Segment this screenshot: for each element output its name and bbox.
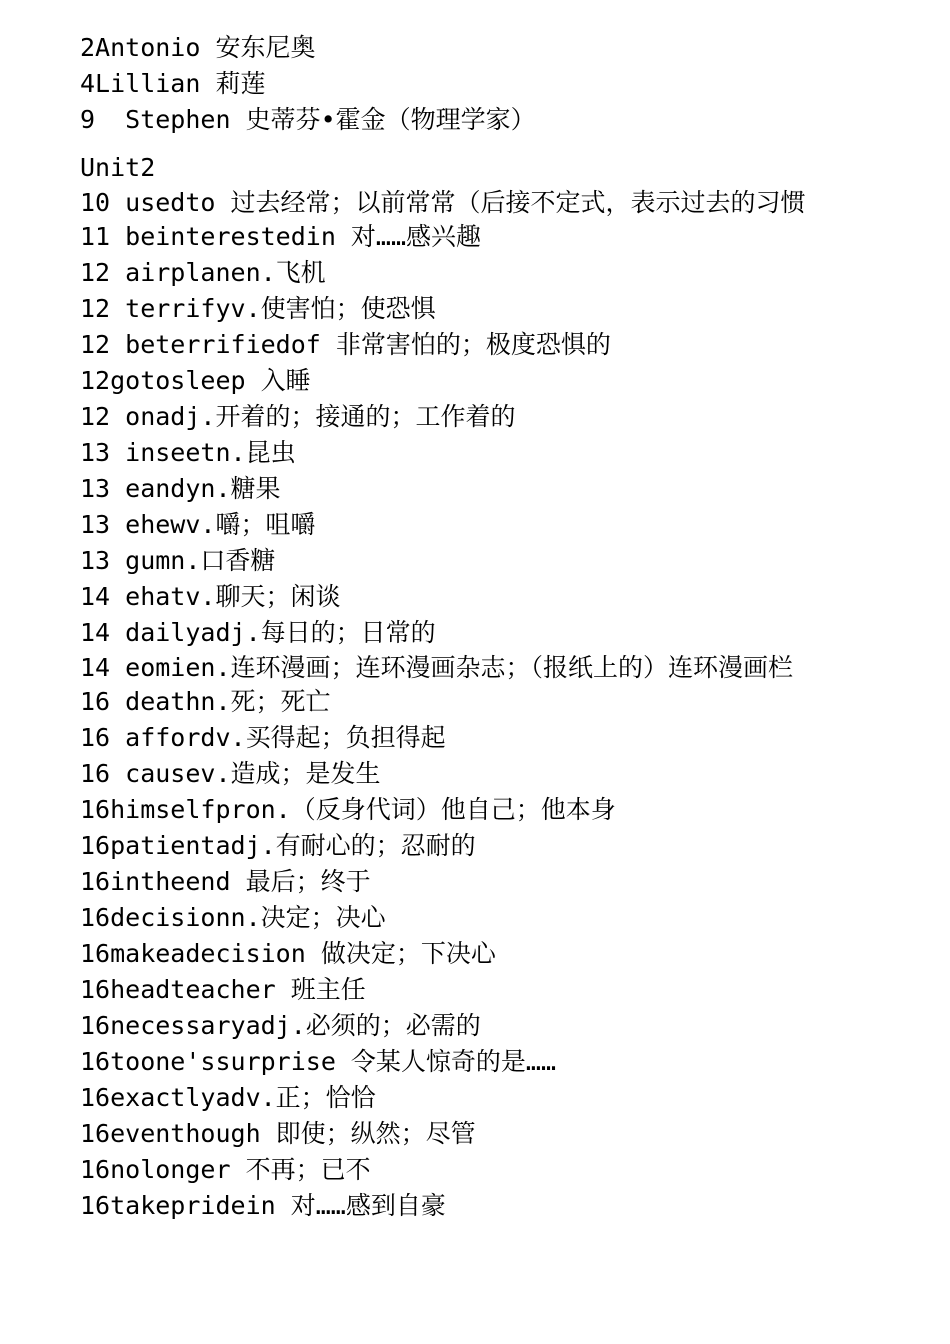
vocab-entry: 13 eandyn.糖果 bbox=[80, 474, 281, 503]
unit-heading: Unit2 bbox=[80, 153, 156, 182]
vocab-entry: 14 ehatv.聊天；闲谈 bbox=[80, 582, 341, 611]
vocabulary-page bbox=[80, 30, 870, 1224]
intro-line: 2Antonio 安东尼奥 bbox=[80, 33, 316, 62]
vocab-entry: 13 inseetn.昆虫 bbox=[80, 438, 296, 467]
vocab-entry: 16makeadecision 做决定；下决心 bbox=[80, 939, 496, 968]
vocab-entry: 16headteacher 班主任 bbox=[80, 975, 366, 1004]
vocab-entry: 16exactlyadv.正；恰恰 bbox=[80, 1083, 376, 1112]
vocab-entry: 11 beinterestedin 对……感兴趣 bbox=[80, 222, 482, 251]
vocab-entry: 16intheend 最后；终于 bbox=[80, 867, 371, 896]
vocab-entry: 16takepridein 对……感到自豪 bbox=[80, 1191, 446, 1220]
vocab-entry: 12 terrifyv.使害怕；使恐惧 bbox=[80, 294, 436, 323]
vocab-entry: 16decisionn.决定；决心 bbox=[80, 903, 386, 932]
vocab-entry: 14 dailyadj.每日的；日常的 bbox=[80, 618, 436, 647]
vocab-entry: 16nolonger 不再；已不 bbox=[80, 1155, 371, 1184]
vocab-entry: 16necessaryadj.必须的；必需的 bbox=[80, 1011, 481, 1040]
vocab-entry: 16 deathn.死；死亡 bbox=[80, 687, 331, 716]
vocab-entry: 12 airplanen.飞机 bbox=[80, 258, 326, 287]
intro-line: 9 Stephen 史蒂芬•霍金（物理学家） bbox=[80, 105, 536, 134]
intro-line: 4Lillian 莉莲 bbox=[80, 69, 266, 98]
vocab-entry: 16 affordv.买得起；负担得起 bbox=[80, 723, 446, 752]
vocab-entry: 12gotosleep 入睡 bbox=[80, 366, 311, 395]
vocab-entry: 13 ehewv.嚼；咀嚼 bbox=[80, 510, 316, 539]
vocab-entry: 16eventhough 即使；纵然；尽管 bbox=[80, 1119, 476, 1148]
vocab-entry: 12 onadj.开着的；接通的；工作着的 bbox=[80, 402, 516, 431]
vocab-entry: 16toone'ssurprise 令某人惊奇的是…… bbox=[80, 1047, 557, 1076]
vocab-entry: 16 causev.造成；是发生 bbox=[80, 759, 381, 788]
vocab-entry: 12 beterrifiedof 非常害怕的；极度恐惧的 bbox=[80, 330, 611, 359]
vocab-entry: 10 usedto 过去经常；以前常常（后接不定式，表示过去的习惯 bbox=[80, 188, 806, 217]
vocab-entry: 13 gumn.口香糖 bbox=[80, 546, 276, 575]
vocab-entry: 16himselfpron.（反身代词）他自己；他本身 bbox=[80, 795, 616, 824]
vocab-entry: 16patientadj.有耐心的；忍耐的 bbox=[80, 831, 476, 860]
vocab-entry: 14 eomien.连环漫画；连环漫画杂志；（报纸上的）连环漫画栏 bbox=[80, 653, 794, 682]
